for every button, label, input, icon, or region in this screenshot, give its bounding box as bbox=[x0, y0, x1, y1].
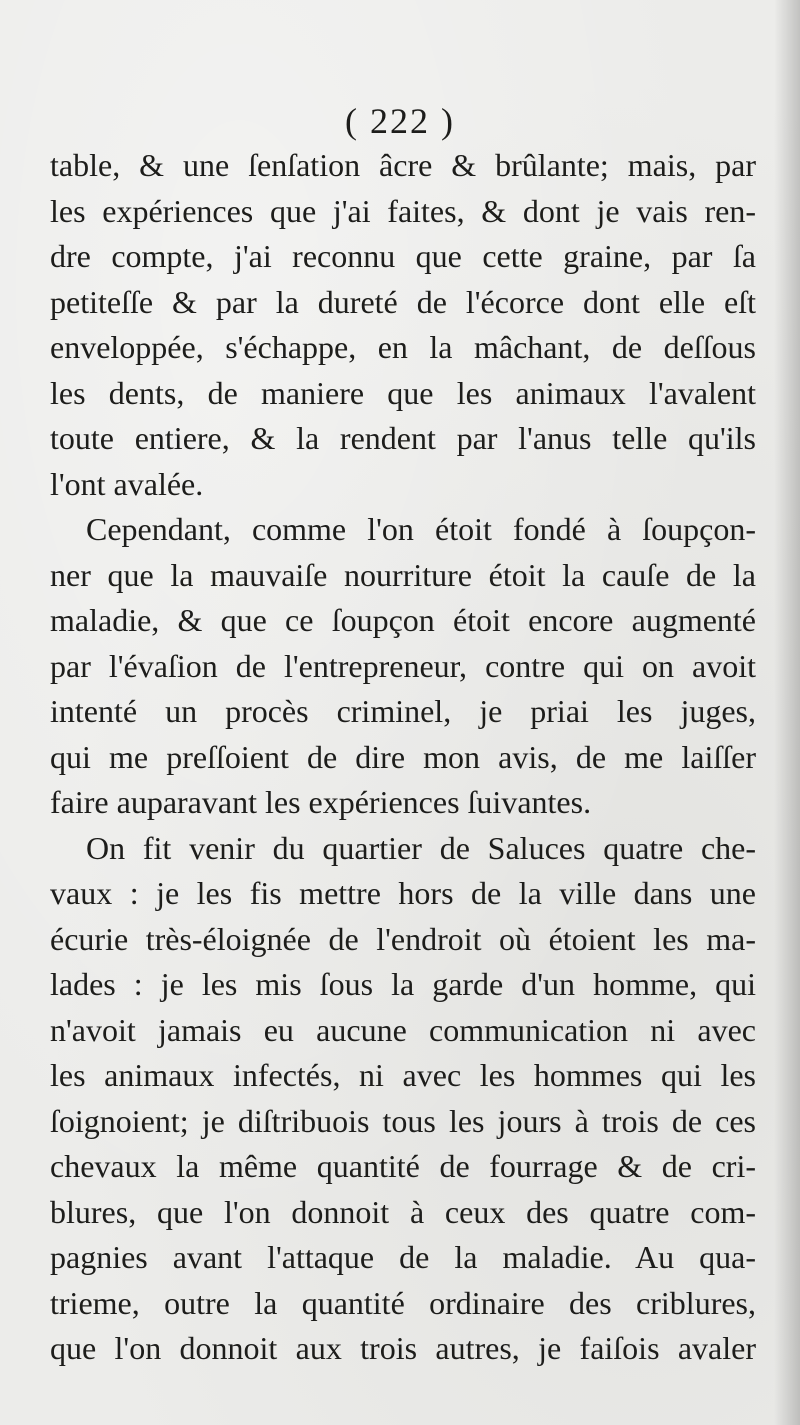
text-line: maladie, & que ce ſoupçon étoit encore augmenté bbox=[50, 602, 756, 638]
text-line: chevaux la même quantité de fourrage & de cri- bbox=[50, 1148, 756, 1184]
text-line: n'avoit jamais eu aucune communication ni avec bbox=[50, 1011, 756, 1048]
text-line: écurie très-éloignée de l'endroit où étoient les ma- bbox=[50, 920, 756, 957]
text-line: blures, que l'on donnoit à ceux des quatre com- bbox=[50, 1193, 756, 1230]
body-text bbox=[50, 143, 756, 1372]
text-line: les dents, de maniere que les animaux l'avalent bbox=[50, 374, 756, 411]
text-line: trieme, outre la quantité ordinaire des criblures, bbox=[50, 1284, 756, 1321]
paragraph-end-line: l'ont avalée. bbox=[50, 465, 204, 502]
text-line: que l'on donnoit aux trois autres, je faiſois avaler bbox=[50, 1330, 756, 1366]
text-line: petiteſſe & par la dureté de l'écorce dont elle eſt bbox=[50, 283, 756, 320]
text-line: ſoignoient; je diſtribuois tous les jours à trois de ces bbox=[50, 1102, 756, 1139]
text-line: pagnies avant l'attaque de la maladie. Au qua- bbox=[50, 1239, 756, 1275]
text-line: vaux : je les fis mettre hors de la ville dans une bbox=[50, 875, 756, 911]
text-line: qui me preſſoient de dire mon avis, de me laiſſer bbox=[50, 738, 756, 775]
text-line: enveloppée, s'échappe, en la mâchant, de deſſous bbox=[50, 329, 756, 365]
text-line: les animaux infectés, ni avec les hommes qui les bbox=[50, 1057, 756, 1093]
page-number: ( 222 ) bbox=[345, 101, 455, 141]
text-line: intenté un procès criminel, je priai les juges, bbox=[50, 693, 756, 729]
text-line: toute entiere, & la rendent par l'anus telle qu'ils bbox=[50, 420, 756, 456]
text-line: dre compte, j'ai reconnu que cette graine, par ſa bbox=[50, 238, 756, 274]
paragraph-start-line: Cependant, comme l'on étoit fondé à ſoupçon- bbox=[86, 511, 756, 547]
text-line: les expériences que j'ai faites, & dont je vais ren- bbox=[50, 192, 756, 229]
text-line: par l'évaſion de l'entrepreneur, contre qui on avoit bbox=[50, 647, 756, 684]
page-edge-shadow bbox=[774, 0, 800, 1425]
text-line: lades : je les mis ſous la garde d'un homme, qui bbox=[50, 966, 756, 1002]
text-line: table, & une ſenſation âcre & brûlante; mais, par bbox=[50, 147, 756, 183]
paragraph-end-line: faire auparavant les expériences ſuivantes. bbox=[50, 784, 592, 820]
paragraph-start-line: On fit venir du quartier de Saluces quatre che- bbox=[86, 829, 756, 866]
text-line: ner que la mauvaiſe nourriture étoit la cauſe de la bbox=[50, 556, 756, 593]
